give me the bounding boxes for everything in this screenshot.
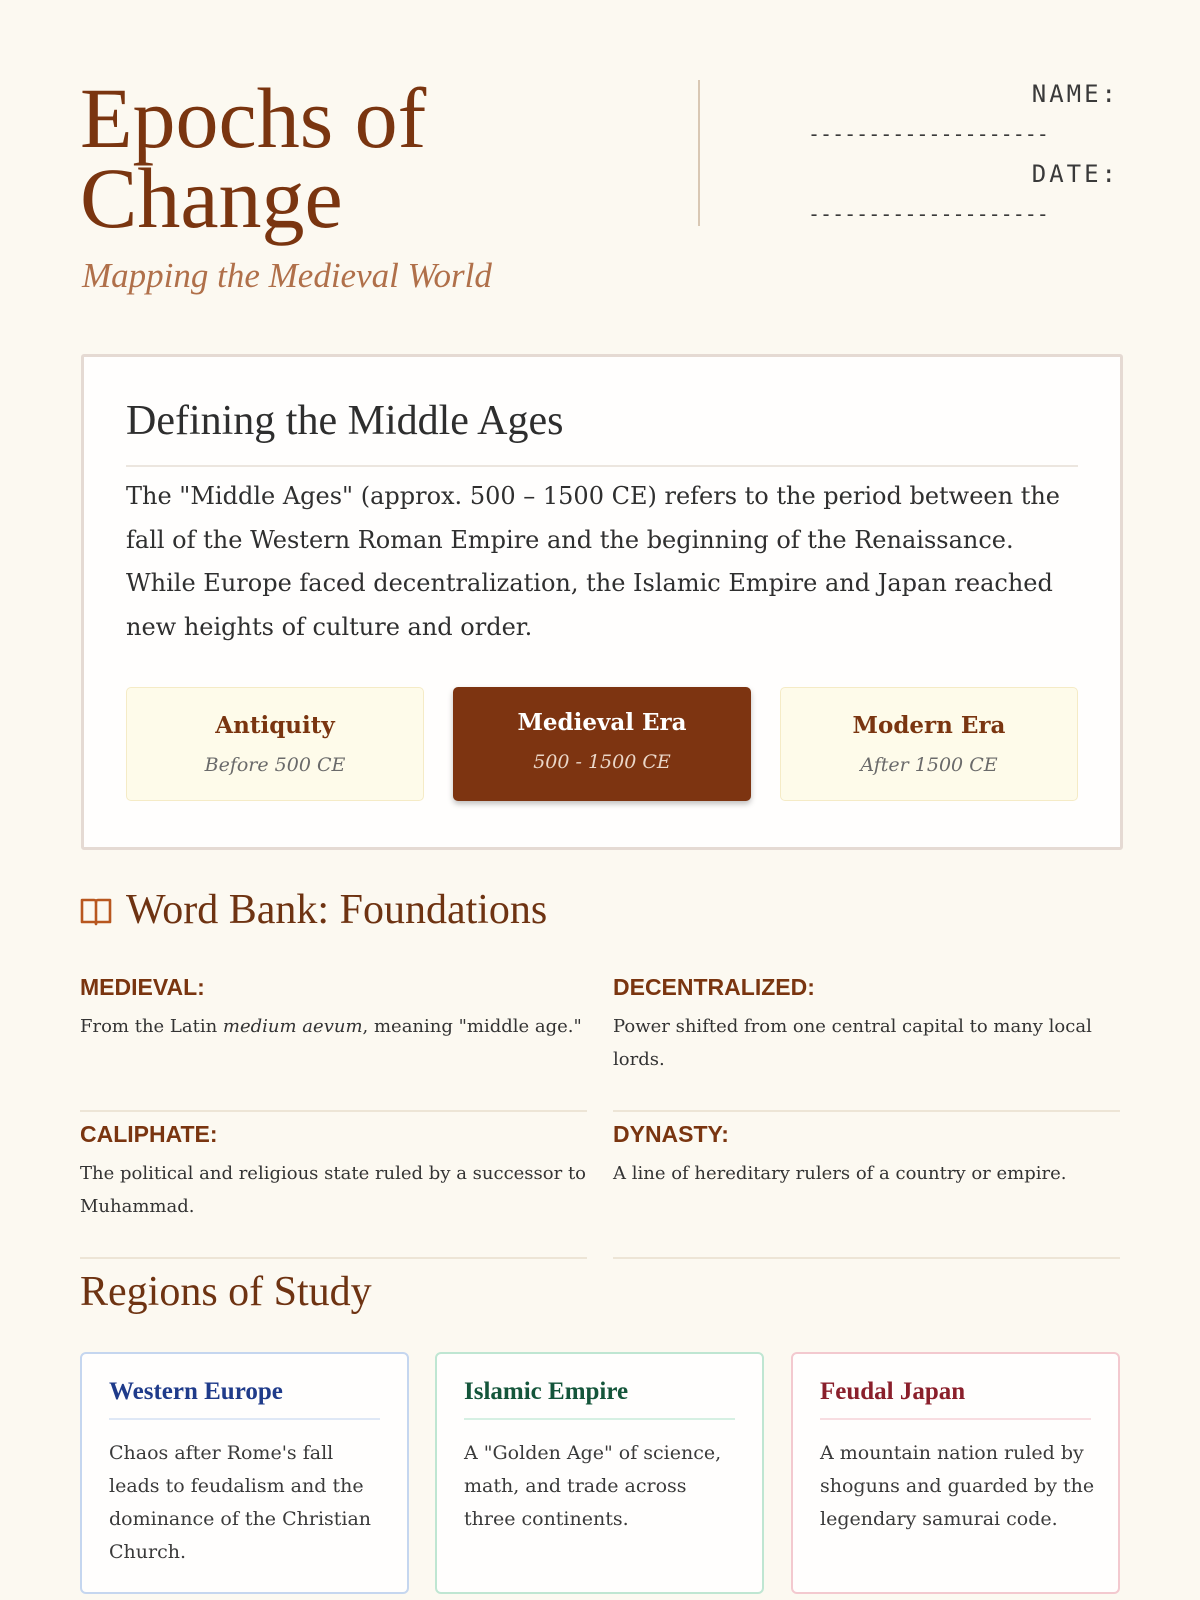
intro-heading: Defining the Middle Ages (126, 398, 564, 444)
era-name: Medieval Era (517, 709, 687, 736)
region-name: Western Europe (109, 1378, 283, 1405)
era-antiquity (126, 687, 424, 801)
intro-divider (126, 465, 1078, 467)
term-decentralized (613, 974, 1120, 1112)
intro-body: The "Middle Ages" (approx. 500 – 1500 CE) refers to the period between the fall of the Western Roman Empire and the beginning of the Renaissance. While Europe faced decentralization, the Islamic Empire and Japan reached new heights of culture and order. (126, 482, 1061, 641)
term-word: CALIPHATE: (80, 1121, 218, 1147)
region-card-feudal-japan (791, 1352, 1120, 1594)
term-definition: From the Latin medium aevum, meaning "middle age." (80, 1016, 582, 1037)
date-field[interactable]: -------------------- (808, 202, 1049, 226)
name-label: NAME: (1031, 80, 1119, 108)
term-word: DECENTRALIZED: (613, 974, 815, 1000)
page-title (80, 70, 427, 246)
region-card-islamic-empire (435, 1352, 764, 1594)
region-description: A "Golden Age" of science, math, and trade across three continents. (464, 1442, 722, 1530)
era-range: After 1500 CE (860, 754, 998, 776)
open-book-icon (80, 896, 112, 926)
term-word: MEDIEVAL: (80, 974, 205, 1000)
era-range: 500 - 1500 CE (533, 751, 671, 773)
region-card-western-europe (80, 1352, 409, 1594)
term-definition: Power shifted from one central capital to many local lords. (613, 1016, 1092, 1070)
page-subtitle: Mapping the Medieval World (82, 256, 492, 295)
region-description: Chaos after Rome's fall leads to feudalism and the dominance of the Christian Church. (109, 1442, 372, 1563)
region-name: Feudal Japan (820, 1378, 966, 1405)
era-name: Antiquity (215, 712, 335, 739)
name-field[interactable]: -------------------- (808, 122, 1049, 146)
region-divider (109, 1418, 380, 1420)
date-label: DATE: (1031, 160, 1119, 188)
term-definition: The political and religious state ruled by a successor to Muhammad. (80, 1163, 587, 1217)
era-medieval (453, 687, 751, 801)
term-medieval (80, 974, 587, 1112)
header-divider (698, 80, 700, 226)
region-description: A mountain nation ruled by shoguns and guarded by the legendary samurai code. (820, 1442, 1095, 1530)
region-divider (464, 1418, 735, 1420)
term-caliphate (80, 1121, 587, 1259)
term-dynasty (613, 1121, 1120, 1259)
era-name: Modern Era (852, 712, 1006, 739)
region-divider (820, 1418, 1091, 1420)
term-definition: A line of hereditary rulers of a country or empire. (613, 1163, 1067, 1184)
regions-title: Regions of Study (80, 1269, 372, 1315)
term-word: DYNASTY: (613, 1121, 729, 1147)
intro-card (81, 354, 1123, 850)
region-name: Islamic Empire (464, 1378, 629, 1405)
title-line-2: Change (80, 150, 343, 246)
era-range: Before 500 CE (204, 754, 346, 776)
era-modern (780, 687, 1078, 801)
word-bank-title: Word Bank: Foundations (126, 887, 548, 933)
title-line-1: Epochs of (80, 70, 427, 166)
